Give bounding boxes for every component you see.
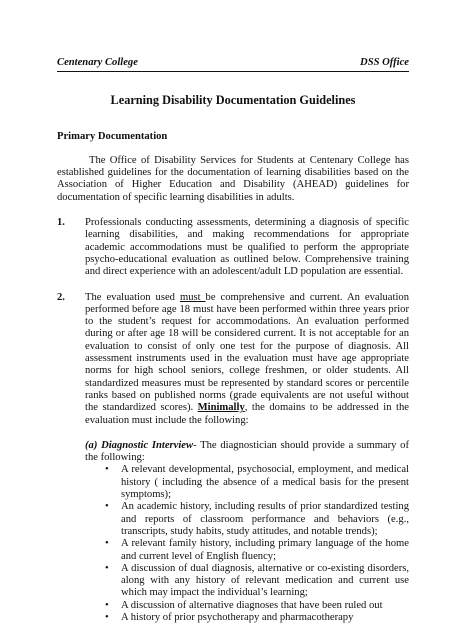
- numbered-item-2: [57, 292, 409, 427]
- bullet-list: [85, 464, 409, 624]
- list-item: • An academic history, including results of prior standardized testing and reports of classroom performance and behaviors (e.g., transcripts, study habits, study attitudes, and notable trends);: [105, 501, 409, 538]
- subsection-lead-text: - The diagnostician should provide a summary of the following:: [85, 439, 410, 464]
- list-item: • A discussion of alternative diagnoses that have been ruled out: [105, 600, 409, 612]
- item-number: 1.: [57, 217, 65, 229]
- emphasis-must: must: [179, 291, 206, 303]
- item-text-part: , the domains to be addressed in the evaluation must include the following:: [85, 402, 409, 426]
- emphasis-minimally: Minimally: [197, 402, 245, 414]
- item-text: [85, 292, 409, 427]
- diagnostic-interview-section: [85, 440, 409, 624]
- page-header: [57, 57, 409, 72]
- intro-paragraph: The Office of Disability Services for Students at Centenary College has established guidelines for the documentation of learning disabilities based on the Association of Higher Education and Disability (AHEAD) guidelines for documentation of specific learning disabilities in adults.: [57, 154, 409, 203]
- item-text-part: be comprehensive and current. An evaluation performed before age 18 must have been performed within three years prior to the student’s request for accommodations. An evaluation performed during or after age 18 will be considered current. It is not acceptable for an evaluation to consist of only one test for the purpose of diagnosis. All assessment instruments used in the evaluation must have age appropriate norms for high school seniors, college freshmen, or older students. All standardized measures must be represented by standard scores or percentile ranks based on published norms (grade equivalents are not useful without the standardized scores).: [85, 291, 409, 414]
- header-office: DSS Office: [360, 57, 409, 68]
- subsection-label: (a) Diagnostic Interview: [85, 439, 194, 451]
- header-college: Centenary College: [57, 57, 138, 68]
- numbered-item-1: [57, 217, 409, 278]
- item-number: 2.: [57, 291, 65, 303]
- list-item: • A relevant family history, including primary language of the home and current level of English fluency;: [105, 538, 409, 563]
- list-item: • A history of prior psychotherapy and pharmacotherapy: [105, 612, 409, 624]
- item-text-part: The evaluation used: [85, 291, 180, 303]
- subsection-lead: [85, 440, 409, 465]
- list-item: • A discussion of dual diagnosis, alternative or co-existing disorders, along with any history of relevant medication and current use which may impact the individual’s learning;: [105, 563, 409, 600]
- document-title: Learning Disability Documentation Guidelines: [110, 93, 356, 108]
- list-item: • A relevant developmental, psychosocial, employment, and medical history ( including the absence of a medical basis for the present symptoms);: [105, 464, 409, 501]
- item-text: Professionals conducting assessments, determining a diagnosis of specific learning disabilities, and making recommendations for appropriate academic accommodations must be qualified to perform the appropriate psycho-educational evaluation as outlined below. Comprehensive training and direct experience with an adolescent/adult LD population are essential.: [85, 217, 409, 278]
- section-heading: Primary Documentation: [57, 130, 168, 142]
